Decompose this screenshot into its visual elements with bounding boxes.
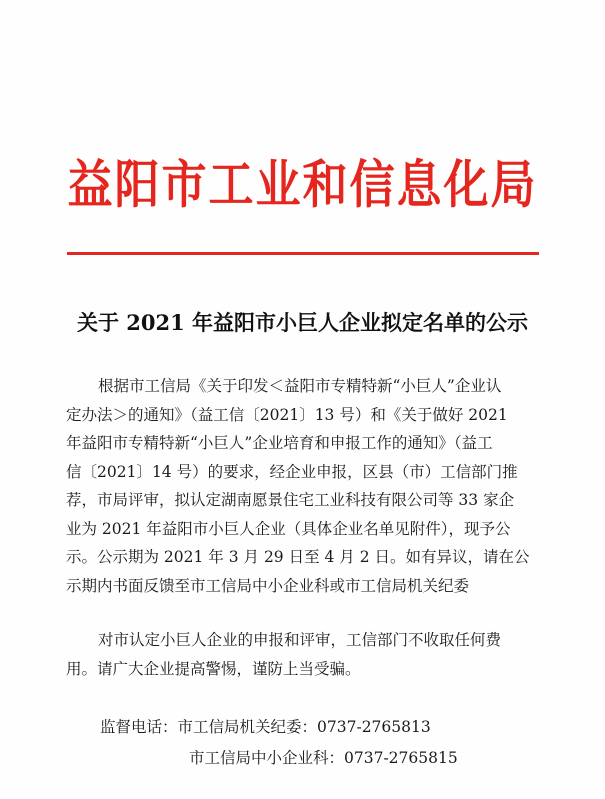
paragraph-line: 信〔2021〕14 号）的要求，经企业申报，区县（市）工信部门推 bbox=[66, 462, 518, 481]
paragraph-line: 示。公示期为 2021 年 3 月 29 日至 4 月 2 日。如有异议，请在公 bbox=[66, 548, 530, 566]
document-title: 关于 2021 年益阳市小巨人企业拟定名单的公示 bbox=[76, 310, 529, 335]
paragraph-warning bbox=[66, 626, 541, 683]
paragraph-line: 年益阳市专精特新“小巨人”企业培育和申报工作的通知》（益工 bbox=[66, 434, 493, 452]
paragraph-line: 根据市工信局《关于印发＜益阳市专精特新“小巨人”企业认 bbox=[98, 377, 502, 395]
agency-header: 益阳市工业和信息化局 bbox=[67, 153, 538, 215]
contact-label: 监督电话： bbox=[100, 718, 178, 736]
contact-line-1 bbox=[100, 713, 431, 741]
contact-line-2 bbox=[189, 744, 458, 772]
paragraph-line: 示期内书面反馈至市工信局中小企业科或市工信局机关纪委 bbox=[66, 576, 470, 595]
paragraph-line: 用。请广大企业提高警惕，谨防上当受骗。 bbox=[66, 659, 361, 678]
paragraph-line: 荐，市局评审，拟认定湖南愿景住宅工业科技有限公司等 33 家企 bbox=[66, 491, 515, 509]
paragraph-notice bbox=[66, 372, 541, 600]
contact-sme-phone: 市工信局中小企业科：0737-2765815 bbox=[189, 749, 458, 767]
paragraph-line: 定办法＞的通知》（益工信〔2021〕13 号）和《关于做好 2021 bbox=[66, 405, 508, 424]
contact-discipline-phone: 市工信局机关纪委：0737-2765813 bbox=[177, 718, 431, 736]
paragraph-line: 业为 2021 年益阳市小巨人企业（具体企业名单见附件），现予公 bbox=[66, 519, 511, 538]
paragraph-line: 对市认定小巨人企业的申报和评审，工信部门不收取任何费 bbox=[98, 631, 502, 649]
red-divider-line bbox=[67, 252, 539, 255]
